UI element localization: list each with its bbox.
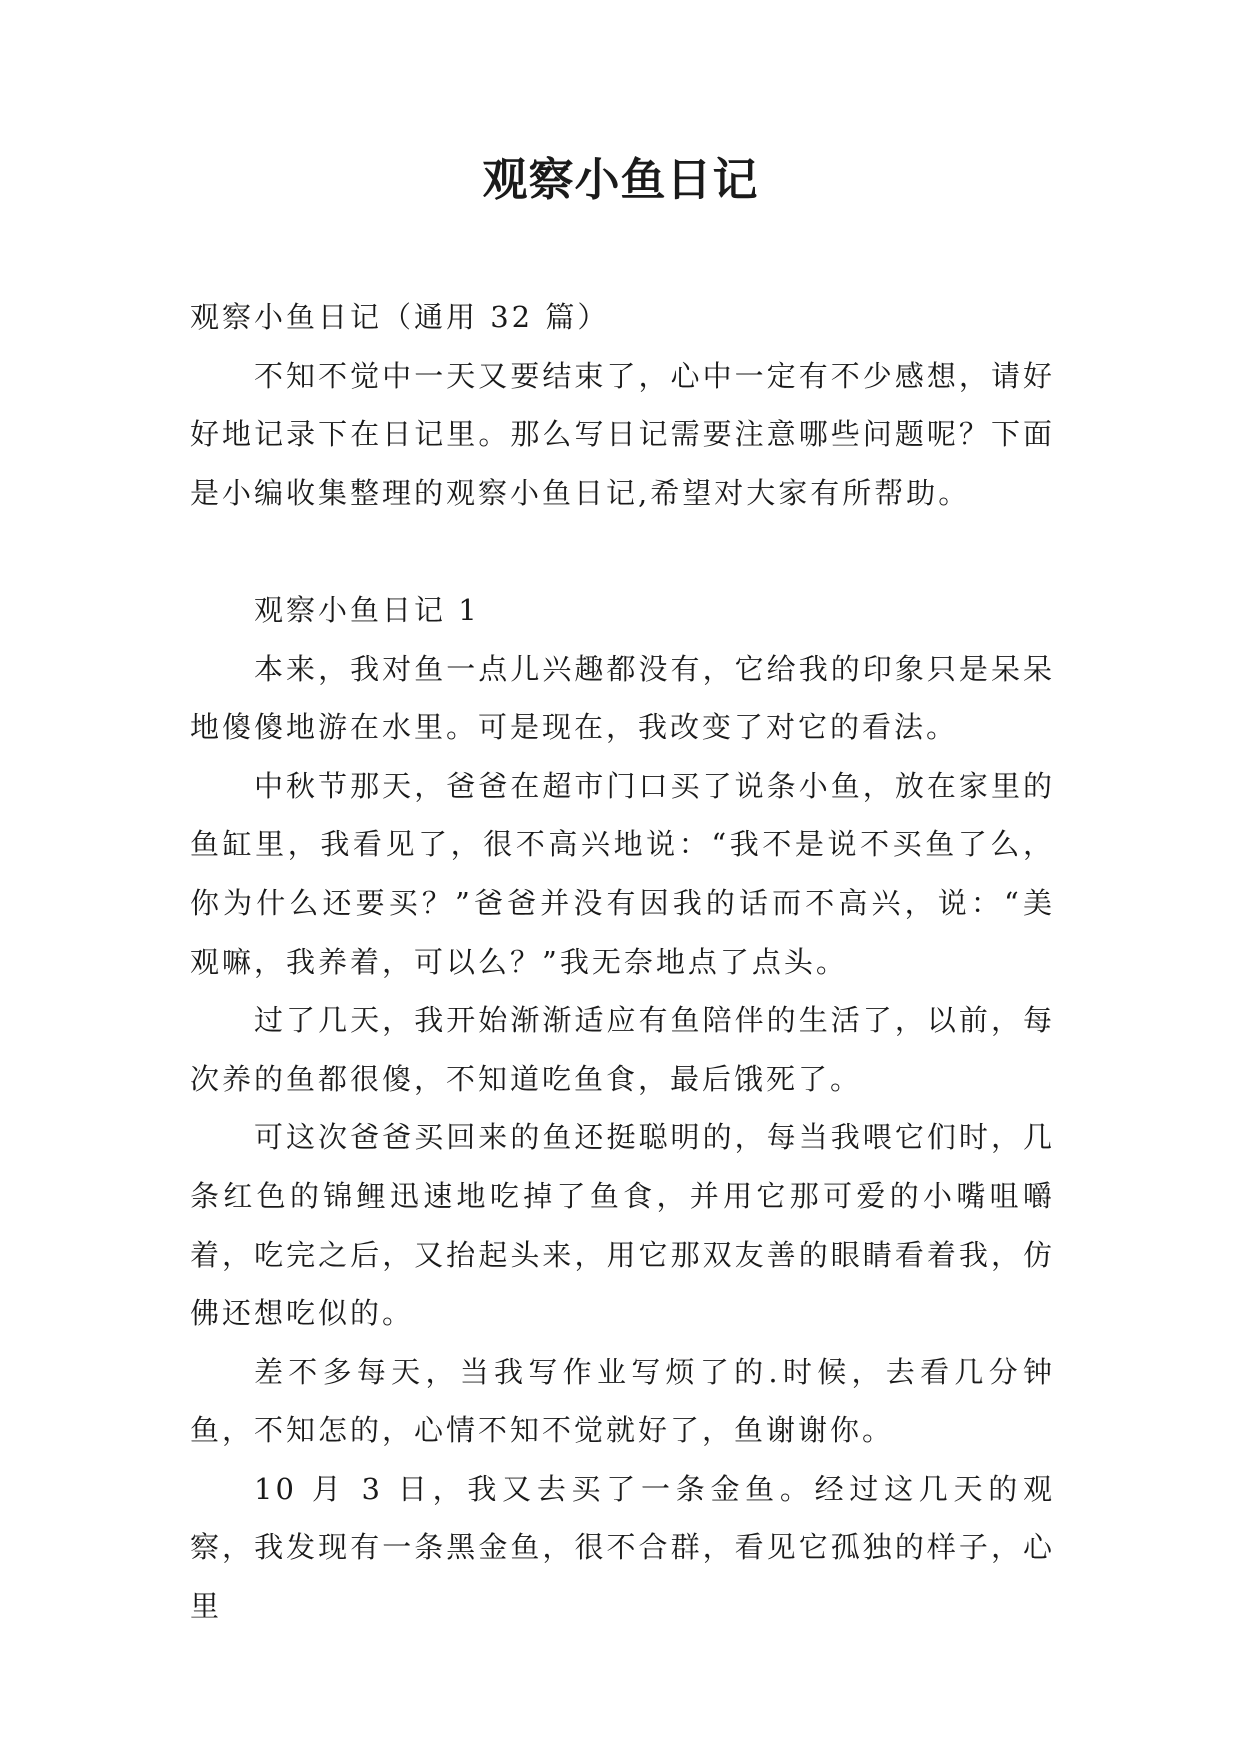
body-paragraph: 差不多每天，当我写作业写烦了的.时候，去看几分钟鱼，不知怎的，心情不知不觉就好了，鱼谢谢你。 [190, 1354, 1055, 1448]
document-body [190, 288, 1055, 1636]
section-spacer [190, 522, 1055, 581]
body-paragraph: 可这次爸爸买回来的鱼还挺聪明的，每当我喂它们时，几条红色的锦鲤迅速地吃掉了鱼食，并用它那可爱的小嘴咀嚼着，吃完之后，又抬起头来，用它那双友善的眼睛看着我，仿佛还想吃似的。 [190, 1120, 1055, 1331]
body-paragraph: 过了几天，我开始渐渐适应有鱼陪伴的生活了，以前，每次养的鱼都很傻，不知道吃鱼食，最后饿死了。 [190, 1003, 1055, 1096]
section-heading: 观察小鱼日记 1 [254, 592, 480, 627]
document-subtitle: 观察小鱼日记（通用 32 篇） [190, 300, 610, 334]
intro-paragraph: 不知不觉中一天又要结束了，心中一定有不少感想，请好好地记录下在日记里。那么写日记需要注意哪些问题呢？下面是小编收集整理的观察小鱼日记,希望对大家有所帮助。 [190, 358, 1055, 510]
body-paragraph: 中秋节那天，爸爸在超市门口买了说条小鱼，放在家里的鱼缸里，我看见了，很不高兴地说：“我不是说不买鱼了么，你为什么还要买？”爸爸并没有因我的话而不高兴，说：“美观嘛，我养着，可以么？”我无奈地点了点头。 [190, 768, 1055, 979]
document-title: 观察小鱼日记 [482, 153, 759, 206]
body-paragraph: 10 月 3 日，我又去买了一条金鱼。经过这几天的观察，我发现有一条黑金鱼，很不合群，看见它孤独的样子，心里 [190, 1471, 1055, 1624]
body-paragraph: 本来，我对鱼一点儿兴趣都没有，它给我的印象只是呆呆地傻傻地游在水里。可是现在，我改变了对它的看法。 [190, 651, 1055, 745]
